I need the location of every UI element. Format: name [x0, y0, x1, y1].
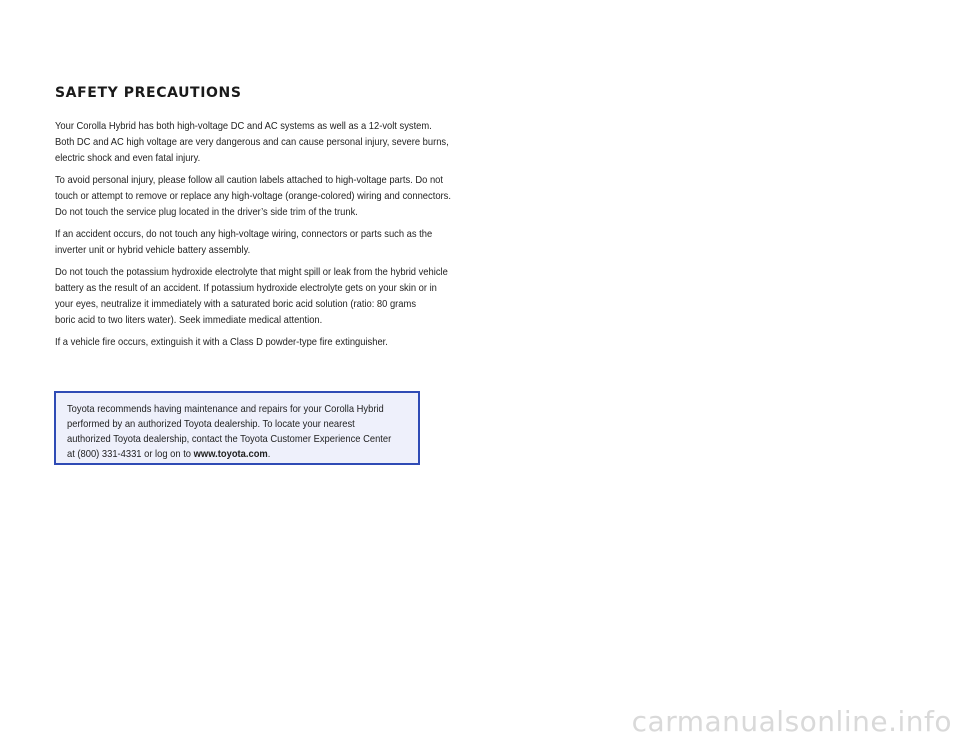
dealership-notice-box — [54, 391, 420, 465]
text-line: battery as the result of an accident. If potassium hydroxide electrolyte gets on your skin or in — [55, 283, 437, 294]
text-line: Both DC and AC high voltage are very dangerous and can cause personal injury, severe burns, — [55, 137, 449, 148]
paragraph-accident — [55, 227, 446, 259]
toyota-website-link[interactable]: www.toyota.com — [193, 449, 268, 460]
text-line: boric acid to two liters water). Seek immediate medical attention. — [55, 315, 323, 326]
notice-text — [67, 402, 391, 462]
text-line: touch or attempt to remove or replace any high-voltage (orange-colored) wiring and connectors. — [55, 191, 451, 202]
text-line: Your Corolla Hybrid has both high-voltage DC and AC systems as well as a 12-volt system. — [55, 121, 432, 132]
safety-body — [55, 119, 451, 357]
notice-line: Toyota recommends having maintenance and repairs for your Corolla Hybrid — [67, 404, 384, 415]
paragraph-systems — [55, 119, 449, 167]
notice-line: authorized Toyota dealership, contact the Toyota Customer Experience Center — [67, 434, 392, 445]
text-line: If an accident occurs, do not touch any high-voltage wiring, connectors or parts such as the — [55, 229, 433, 240]
notice-line-contact — [67, 447, 391, 462]
notice-line: performed by an authorized Toyota dealership. To locate your nearest — [67, 419, 355, 430]
text-line: If a vehicle fire occurs, extinguish it with a Class D powder-type fire extinguisher. — [55, 337, 388, 348]
watermark: carmanualsonline.info — [631, 705, 952, 738]
notice-line-suffix: . — [267, 449, 271, 460]
text-line: inverter unit or hybrid vehicle battery assembly. — [55, 245, 251, 256]
text-line: To avoid personal injury, please follow all caution labels attached to high-voltage parts. Do not — [55, 175, 443, 186]
text-line: your eyes, neutralize it immediately with a saturated boric acid solution (ratio: 80 grams — [55, 299, 417, 310]
text-line: Do not touch the potassium hydroxide electrolyte that might spill or leak from the hybrid vehicle — [55, 267, 448, 278]
paragraph-electrolyte — [55, 265, 446, 329]
text-line: electric shock and even fatal injury. — [55, 153, 201, 164]
paragraph-caution-labels — [55, 173, 451, 221]
notice-line-prefix: at (800) 331-4331 or log on to — [67, 449, 194, 460]
text-line: Do not touch the service plug located in the driver’s side trim of the trunk. — [55, 207, 358, 218]
paragraph-fire — [55, 335, 446, 351]
section-title: SAFETY PRECAUTIONS — [55, 85, 242, 101]
